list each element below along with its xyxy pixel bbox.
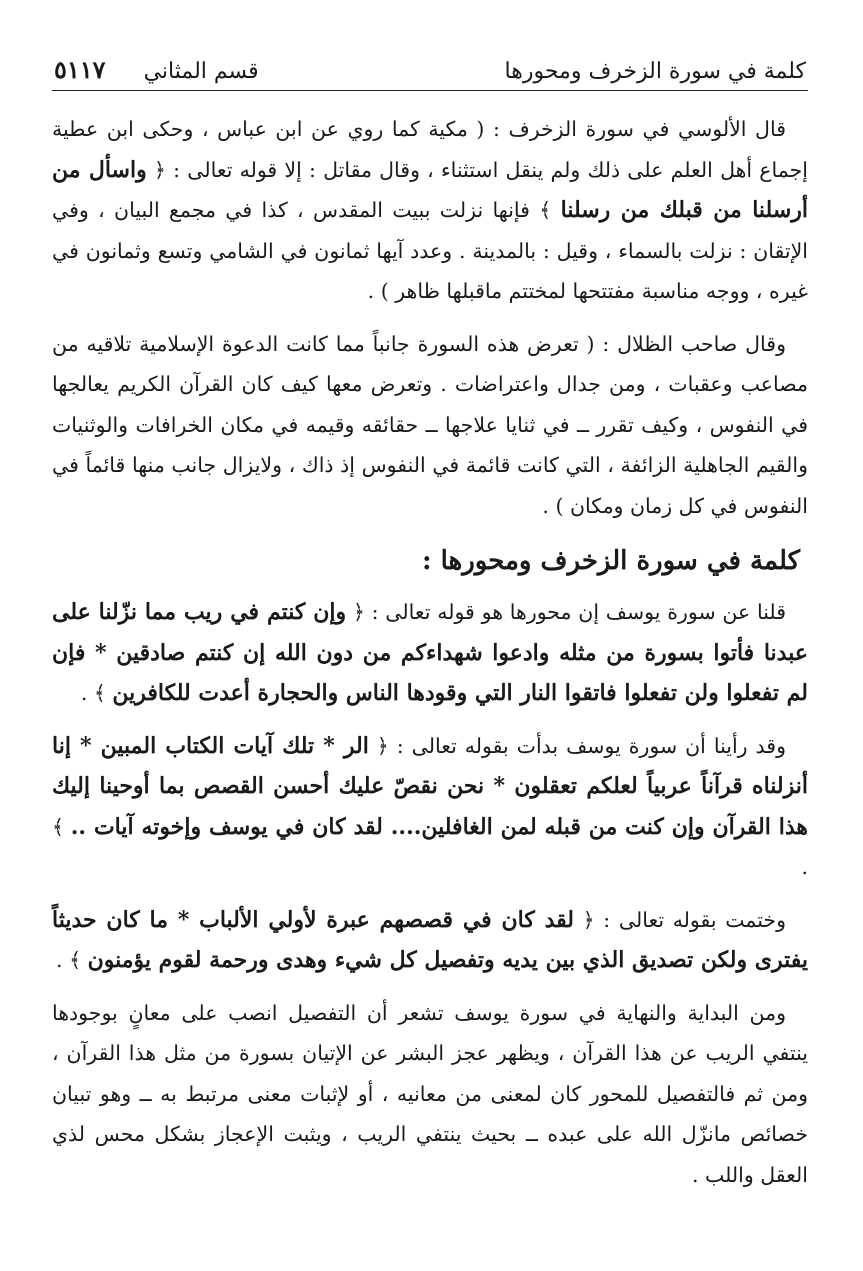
text: قال الألوسي في سورة الزخرف : ( مكية كما روي عن ابن عباس ، وحكى ابن عطية إجماع أهل العلم على ذلك ولم ينقل استثناء ، وقال مقاتل : إلا قوله تعالى : ﴿ [52, 117, 808, 182]
header-left-group [54, 55, 259, 84]
text: ﴾ . [56, 948, 88, 972]
paragraph-ending [52, 900, 808, 981]
text: ﴾ . [80, 681, 113, 705]
page-number: ٥١١٧ [54, 55, 106, 84]
running-title: كلمة في سورة الزخرف ومحورها [504, 59, 806, 84]
quran-verse: وإن كنتم في ريب مما نزّلنا على عبدنا فأتوا بسورة من مثله وادعوا شهداءكم من دون الله إن كنتم صادقين * فإن لم تفعلوا ولن تفعلوا فاتقوا النار التي وقودها الناس والحجارة أعدت للكافرين [52, 599, 808, 706]
quran-verse: واسأل من أرسلنا من قبلك من رسلنا [52, 156, 808, 223]
page-header [52, 44, 808, 91]
text: وقال صاحب الظلال : ( تعرض هذه السورة جانباً مما كانت الدعوة الإسلامية تلاقيه من مصاعب وعقبات ، ومن جدال واعتراضات . وتعرض معها كيف كان القرآن الكريم يعالجها في النفوس ، وكيف تقرر ــ في ثنايا علاجها ــ حقائقه وقيمه في مكان الخرافات والوثنيات والقيم الجاهلية الزائفة ، التي كانت قائمة في النفوس إذ ذاك ، ولايزال جانب منها قائماً في النفوس في كل زمان ومكان ) . [52, 331, 808, 518]
text: قلنا عن سورة يوسف إن محورها هو قوله تعالى : ﴿ [346, 600, 786, 624]
text: ومن البداية والنهاية في سورة يوسف تشعر أن التفصيل انصب على معانٍ بوجودها ينتفي الريب عن هذا القرآن ، ويظهر عجز البشر عن الإتيان بسورة من مثل هذا القرآن ، ومن ثم فالتفصيل للمحور كان لمعنى من معانيه ، أو لإثبات معنى مرتبط به ــ وهو تبيان خصائص مانزّل الله على عبده ــ بحيث ينتفي الريب ، ويثبت الإعجاز بشكل محس لذي العقل واللب . [52, 1000, 808, 1187]
quran-verse: لقد كان في قصصهم عبرة لأولي الألباب * ما كان حديثاً يفترى ولكن تصديق الذي بين يديه وتفصيل كل شيء وهدى ورحمة لقوم يؤمنون [52, 906, 808, 973]
text: ﴾ . [52, 814, 808, 879]
text: وقد رأينا أن سورة يوسف بدأت بقوله تعالى : ﴿ [368, 733, 786, 758]
text: ﴾ فإنها نزلت ببيت المقدس ، كذا في مجمع البيان ، وفي الإتقان : نزلت بالسماء ، وقيل : بالمدينة . وعدد آيها ثمانون في الشامي وتسع وثمانون في غيره ، ووجه مناسبة مفتتحها لمختتم ماقبلها ظاهر ) . [52, 198, 808, 303]
paragraph-beginning [52, 726, 808, 888]
section-name: قسم المثاني [143, 59, 259, 84]
quran-verse: الر * تلك آيات الكتاب المبين * إنا أنزلناه قرآناً عربياً لعلكم تعقلون * نحن نقصّ عليك أحسن القصص بما أوحينا إليك هذا القرآن وإن كنت من قبله لمن الغافلين.... لقد كان في يوسف وإخوته آيات .. [52, 732, 808, 840]
paragraph-axis [52, 592, 808, 714]
paragraph-alusi [52, 109, 808, 312]
paragraph-conclusion [52, 993, 808, 1196]
text: وختمت بقوله تعالى : ﴿ [573, 907, 786, 932]
paragraph-zilal [52, 324, 808, 527]
section-heading: كلمة في سورة الزخرف ومحورها : [421, 546, 800, 576]
